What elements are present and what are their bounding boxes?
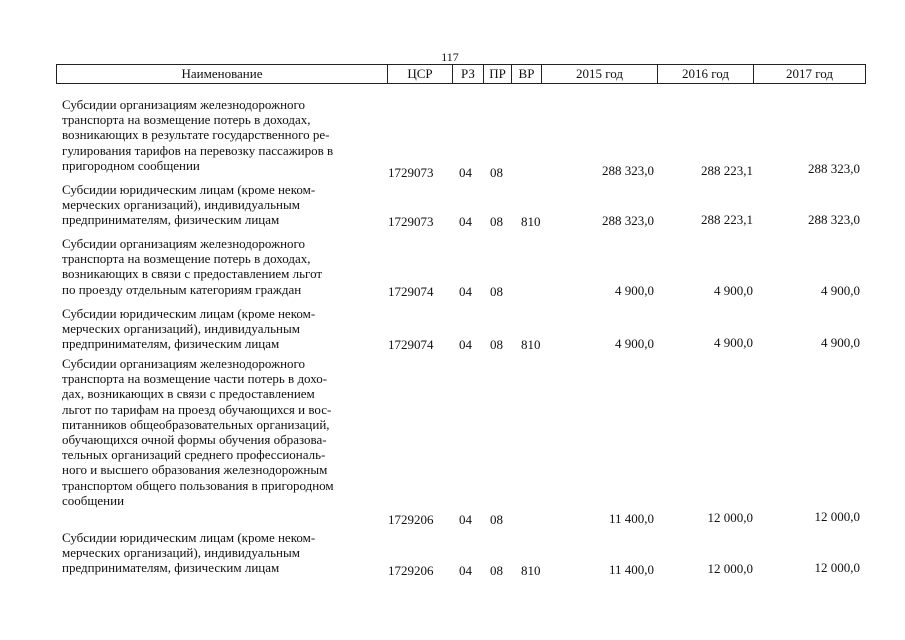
name-line: Субсидии организациям железнодорожного xyxy=(62,236,306,251)
name-line: транспорта на возмещение части потерь в дохо- xyxy=(62,371,328,387)
cell-2017: 12 000,0 xyxy=(814,559,860,575)
name-line: пригородном сообщении xyxy=(62,157,200,173)
header-2015: 2015 год xyxy=(542,65,658,83)
name-line: возникающих в связи с предоставлением льгот xyxy=(62,266,323,282)
name-line: тельных организаций среднего профессиональ- xyxy=(62,447,326,463)
cell-rz: 04 xyxy=(459,164,472,180)
header-csr: ЦСР xyxy=(388,65,453,83)
name-line: транспорта на возмещение потерь в доходах, xyxy=(62,112,311,128)
name-line: питанников общеобразовательных организаций, xyxy=(62,416,330,432)
cell-rz: 04 xyxy=(459,213,472,229)
cell-2015: 11 400,0 xyxy=(608,561,654,577)
table-row xyxy=(0,182,905,234)
header-name: Наименование xyxy=(57,65,388,83)
cell-2015: 4 900,0 xyxy=(615,282,654,298)
cell-vr: 810 xyxy=(521,213,541,229)
name-line: льгот по тарифам на проезд обучающихся и вос- xyxy=(62,401,332,417)
cell-2015: 11 400,0 xyxy=(608,510,654,526)
table-row xyxy=(0,236,905,304)
table-header xyxy=(56,64,866,84)
cell-csr: 1729206 xyxy=(388,511,434,527)
cell-pr: 08 xyxy=(490,283,503,299)
header-pr: ПР xyxy=(484,65,512,83)
cell-2015: 4 900,0 xyxy=(615,335,654,351)
cell-vr: 810 xyxy=(521,336,541,352)
row-name xyxy=(62,182,382,228)
name-line: Субсидии юридическим лицам (кроме неком- xyxy=(62,306,316,321)
name-line: ного и высшего образования железнодорожным xyxy=(62,462,328,478)
cell-rz: 04 xyxy=(459,283,472,299)
cell-vr: 810 xyxy=(521,562,541,578)
cell-csr: 1729073 xyxy=(388,213,434,229)
cell-rz: 04 xyxy=(459,562,472,578)
table-row xyxy=(0,97,905,188)
row-name xyxy=(62,236,382,297)
cell-pr: 08 xyxy=(490,511,503,527)
cell-2017: 4 900,0 xyxy=(821,282,860,298)
name-line: Субсидии юридическим лицам (кроме неком- xyxy=(62,182,316,197)
cell-2015: 288 323,0 xyxy=(602,212,654,228)
row-name xyxy=(62,306,382,352)
row-name xyxy=(62,530,382,576)
table-row xyxy=(0,530,905,580)
name-line: мерческих организаций), индивидуальным xyxy=(62,321,300,337)
name-line: предпринимателям, физическим лицам xyxy=(62,212,280,228)
name-line: предпринимателям, физическим лицам xyxy=(62,560,280,576)
cell-csr: 1729206 xyxy=(388,562,434,578)
cell-pr: 08 xyxy=(490,213,503,229)
name-line: Субсидии юридическим лицам (кроме неком- xyxy=(62,530,316,545)
cell-2016: 4 900,0 xyxy=(714,282,753,298)
name-line: мерческих организаций), индивидуальным xyxy=(62,545,300,561)
cell-2017: 12 000,0 xyxy=(814,508,860,524)
cell-rz: 04 xyxy=(459,336,472,352)
name-line: по проезду отдельным категориям граждан xyxy=(62,281,302,297)
name-line: дах, возникающих в связи с предоставлением xyxy=(62,386,315,402)
header-vr: ВР xyxy=(512,65,542,83)
table-row xyxy=(0,306,905,354)
name-line: Субсидии организациям железнодорожного xyxy=(62,356,306,371)
cell-pr: 08 xyxy=(490,336,503,352)
header-2017: 2017 год xyxy=(786,66,833,81)
header-rz: РЗ xyxy=(453,65,484,83)
cell-2016: 12 000,0 xyxy=(707,509,753,525)
header-2016: 2016 год xyxy=(658,65,754,83)
name-line: сообщении xyxy=(62,492,125,508)
cell-csr: 1729074 xyxy=(388,336,434,352)
cell-2017: 288 323,0 xyxy=(808,160,860,176)
name-line: гулирования тарифов на перевозку пассажиров в xyxy=(62,142,334,158)
name-line: Субсидии организациям железнодорожного xyxy=(62,97,306,112)
name-line: обучающихся очной формы обучения образова- xyxy=(62,432,327,448)
cell-2016: 12 000,0 xyxy=(707,560,753,576)
table-row xyxy=(0,356,905,530)
cell-pr: 08 xyxy=(490,164,503,180)
cell-csr: 1729073 xyxy=(388,164,434,180)
name-line: транспорта на возмещение потерь в доходах, xyxy=(62,251,311,267)
row-name xyxy=(62,97,382,173)
cell-pr: 08 xyxy=(490,562,503,578)
cell-csr: 1729074 xyxy=(388,283,434,299)
row-name xyxy=(62,356,382,508)
name-line: транспортом общего пользования в пригородном xyxy=(62,477,334,493)
cell-2016: 4 900,0 xyxy=(714,334,753,350)
cell-rz: 04 xyxy=(459,511,472,527)
cell-2015: 288 323,0 xyxy=(602,162,654,178)
name-line: мерческих организаций), индивидуальным xyxy=(62,197,300,213)
name-line: возникающих в результате государственного ре- xyxy=(62,127,330,143)
page-number: 117 xyxy=(441,50,459,64)
cell-2016: 288 223,1 xyxy=(701,162,753,178)
cell-2017: 288 323,0 xyxy=(808,211,860,227)
name-line: предпринимателям, физическим лицам xyxy=(62,336,280,352)
cell-2016: 288 223,1 xyxy=(701,211,753,227)
cell-2017: 4 900,0 xyxy=(821,334,860,350)
